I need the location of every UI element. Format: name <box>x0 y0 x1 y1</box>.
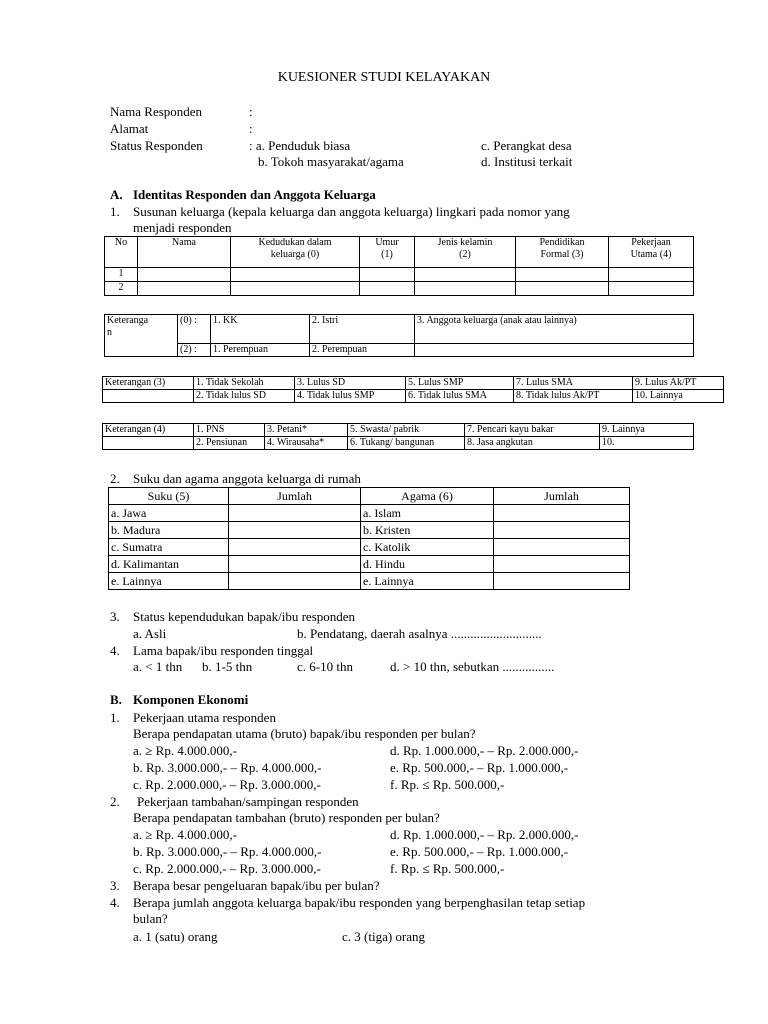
agama-cell: b. Kristen <box>361 522 494 539</box>
col-header-nama: Nama <box>138 237 231 268</box>
legend-0-kk: 1. KK <box>211 315 310 344</box>
legend-4-item: 3. Petani* <box>265 424 348 437</box>
a-q3-text: Status kependudukan bapak/ibu responden <box>133 609 356 624</box>
col-header-agama: Agama (6) <box>361 488 494 505</box>
name-colon: : <box>249 104 253 119</box>
legend-4-item: 8. Jasa angkutan <box>465 437 600 450</box>
a-q3-option-a: a. Asli <box>133 626 167 641</box>
a-q1-text-line2: menjadi responden <box>133 220 232 235</box>
b-q1-option: d. Rp. 1.000.000,- – Rp. 2.000.000,- <box>390 743 579 758</box>
b-q2-option: a. ≥ Rp. 4.000.000,- <box>133 827 237 842</box>
col-header-jumlah-suku: Jumlah <box>229 488 361 505</box>
family-table-header <box>105 237 694 268</box>
suku-cell: d. Kalimantan <box>109 556 229 573</box>
legend-3-label: Keterangan (3) <box>103 377 194 390</box>
status-option-d: d. Institusi terkait <box>481 154 573 169</box>
suku-cell: c. Sumatra <box>109 539 229 556</box>
legend-3-table <box>102 376 724 403</box>
b-q2-option: c. Rp. 2.000.000,- – Rp. 3.000.000,- <box>133 861 321 876</box>
b-q4-text-line2: bulan? <box>133 911 168 926</box>
address-label: Alamat <box>110 121 149 136</box>
b-q2-option: d. Rp. 1.000.000,- – Rp. 2.000.000,- <box>390 827 579 842</box>
legend-2-option-1: 1. Perempuan <box>211 344 310 357</box>
b-q4-option-a: a. 1 (satu) orang <box>133 929 218 944</box>
legend-4-item: 6. Tukang/ bangunan <box>348 437 465 450</box>
a-q4-text: Lama bapak/ibu responden tinggal <box>133 643 314 658</box>
status-label: Status Responden <box>110 138 203 153</box>
agama-cell: a. Islam <box>361 505 494 522</box>
legend-3-item: 5. Lulus SMP <box>406 377 514 390</box>
legend-0-anggota: 3. Anggota keluarga (anak atau lainnya) <box>415 315 694 344</box>
b-q1-number: 1. <box>110 710 120 725</box>
col-header-jenis-kelamin: Jenis kelamin (2) <box>415 237 516 268</box>
legend-3-item: 8. Tidak lulus Ak/PT <box>514 390 633 403</box>
table-row <box>105 268 694 282</box>
section-b-letter: B. <box>110 692 122 707</box>
address-colon: : <box>249 121 253 136</box>
a-q2-number: 2. <box>110 471 120 486</box>
legend-3-item: 6. Tidak lulus SMA <box>406 390 514 403</box>
legend-3-item: 10. Lainnya <box>633 390 724 403</box>
table-row <box>109 539 630 556</box>
legend-4-item: 5. Swasta/ pabrik <box>348 424 465 437</box>
legend-3-item: 2. Tidak lulus SD <box>194 390 295 403</box>
section-a-letter: A. <box>110 187 123 202</box>
name-label: Nama Responden <box>110 104 203 119</box>
legend-3-item: 9. Lulus Ak/PT <box>633 377 724 390</box>
b-q4-text-line1: Berapa jumlah anggota keluarga bapak/ibu responden yang berpenghasilan tetap setiap <box>133 895 586 910</box>
page-title: KUESIONER STUDI KELAYAKAN <box>277 70 491 85</box>
section-a-heading: Identitas Responden dan Anggota Keluarga <box>133 187 376 202</box>
legend-0-istri: 2. Istri <box>310 315 415 344</box>
a-q4-number: 4. <box>110 643 120 658</box>
table-row <box>109 505 630 522</box>
status-option-b: b. Tokoh masyarakat/agama <box>258 154 404 169</box>
col-header-kedudukan: Kedudukan dalam keluarga (0) <box>231 237 360 268</box>
legend-4-label: Keterangan (4) <box>103 424 194 437</box>
row-number: 1 <box>105 268 138 282</box>
col-header-pekerjaan: Pekerjaan Utama (4) <box>609 237 694 268</box>
suku-cell: e. Lainnya <box>109 573 229 590</box>
b-q1-option: a. ≥ Rp. 4.000.000,- <box>133 743 237 758</box>
agama-cell: c. Katolik <box>361 539 494 556</box>
family-table <box>104 236 694 296</box>
b-q2-text: Pekerjaan tambahan/sampingan responden <box>137 794 359 809</box>
legend-4-table <box>102 423 694 450</box>
legend-3-item: 3. Lulus SD <box>295 377 406 390</box>
b-q1-option: e. Rp. 500.000,- – Rp. 1.000.000,- <box>390 760 569 775</box>
legend-4-item: 1. PNS <box>194 424 265 437</box>
b-q2-option: e. Rp. 500.000,- – Rp. 1.000.000,- <box>390 844 569 859</box>
legend-0-code: (0) : <box>178 315 211 344</box>
b-q1-option: b. Rp. 3.000.000,- – Rp. 4.000.000,- <box>133 760 322 775</box>
b-q2-option: f. Rp. ≤ Rp. 500.000,- <box>390 861 505 876</box>
legend-2-code: (2) : <box>178 344 211 357</box>
col-header-pendidikan: Pendidikan Formal (3) <box>516 237 609 268</box>
suku-cell: a. Jawa <box>109 505 229 522</box>
a-q4-option-c: c. 6-10 thn <box>297 659 353 674</box>
a-q1-number: 1. <box>110 204 120 219</box>
b-q1-option: c. Rp. 2.000.000,- – Rp. 3.000.000,- <box>133 777 321 792</box>
b-q2-subtext: Berapa pendapatan tambahan (bruto) responden per bulan? <box>133 810 440 825</box>
a-q2-text: Suku dan agama anggota keluarga di rumah <box>133 471 361 486</box>
legend-3-item: 1. Tidak Sekolah <box>194 377 295 390</box>
legend-2-option-2: 2. Perempuan <box>310 344 415 357</box>
legend-0-label: Keteranga n <box>105 315 178 357</box>
agama-cell: e. Lainnya <box>361 573 494 590</box>
table-row <box>109 522 630 539</box>
section-b-heading: Komponen Ekonomi <box>133 692 249 707</box>
a-q4-option-d: d. > 10 thn, sebutkan ................ <box>390 659 555 674</box>
agama-cell: d. Hindu <box>361 556 494 573</box>
b-q3-number: 3. <box>110 878 120 893</box>
b-q3-text: Berapa besar pengeluaran bapak/ibu per bulan? <box>133 878 380 893</box>
b-q4-option-c: c. 3 (tiga) orang <box>342 929 426 944</box>
suku-agama-table <box>108 487 630 590</box>
b-q4-number: 4. <box>110 895 120 910</box>
legend-3-item: 4. Tidak lulus SMP <box>295 390 406 403</box>
b-q1-subtext: Berapa pendapatan utama (bruto) bapak/ibu responden per bulan? <box>133 726 476 741</box>
b-q1-text: Pekerjaan utama responden <box>133 710 276 725</box>
legend-4-item: 4. Wirausaha* <box>265 437 348 450</box>
col-header-jumlah-agama: Jumlah <box>494 488 630 505</box>
legend-4-item: 2. Pensiunan <box>194 437 265 450</box>
col-header-suku: Suku (5) <box>109 488 229 505</box>
b-q2-option: b. Rp. 3.000.000,- – Rp. 4.000.000,- <box>133 844 322 859</box>
status-option-a: : a. Penduduk biasa <box>249 138 351 153</box>
a-q1-text-line1: Susunan keluarga (kepala keluarga dan anggota keluarga) lingkari pada nomor yang <box>133 204 570 219</box>
a-q3-number: 3. <box>110 609 120 624</box>
col-header-no: No <box>105 237 138 268</box>
legend-4-item: 7. Pencari kayu bakar <box>465 424 600 437</box>
col-header-umur: Umur (1) <box>360 237 415 268</box>
b-q1-option: f. Rp. ≤ Rp. 500.000,- <box>390 777 505 792</box>
a-q4-option-a: a. < 1 thn <box>133 659 183 674</box>
a-q4-option-b: b. 1-5 thn <box>202 659 253 674</box>
table-row <box>109 556 630 573</box>
legend-4-item: 10. <box>600 437 694 450</box>
status-option-c: c. Perangkat desa <box>481 138 572 153</box>
row-number: 2 <box>105 282 138 296</box>
table-row <box>105 282 694 296</box>
legend-3-item: 7. Lulus SMA <box>514 377 633 390</box>
table-row <box>109 573 630 590</box>
a-q3-option-b: b. Pendatang, daerah asalnya ............................ <box>297 626 542 641</box>
legend-4-item: 9. Lainnya <box>600 424 694 437</box>
legend-0-table <box>104 314 694 357</box>
suku-cell: b. Madura <box>109 522 229 539</box>
b-q2-number: 2. <box>110 794 120 809</box>
